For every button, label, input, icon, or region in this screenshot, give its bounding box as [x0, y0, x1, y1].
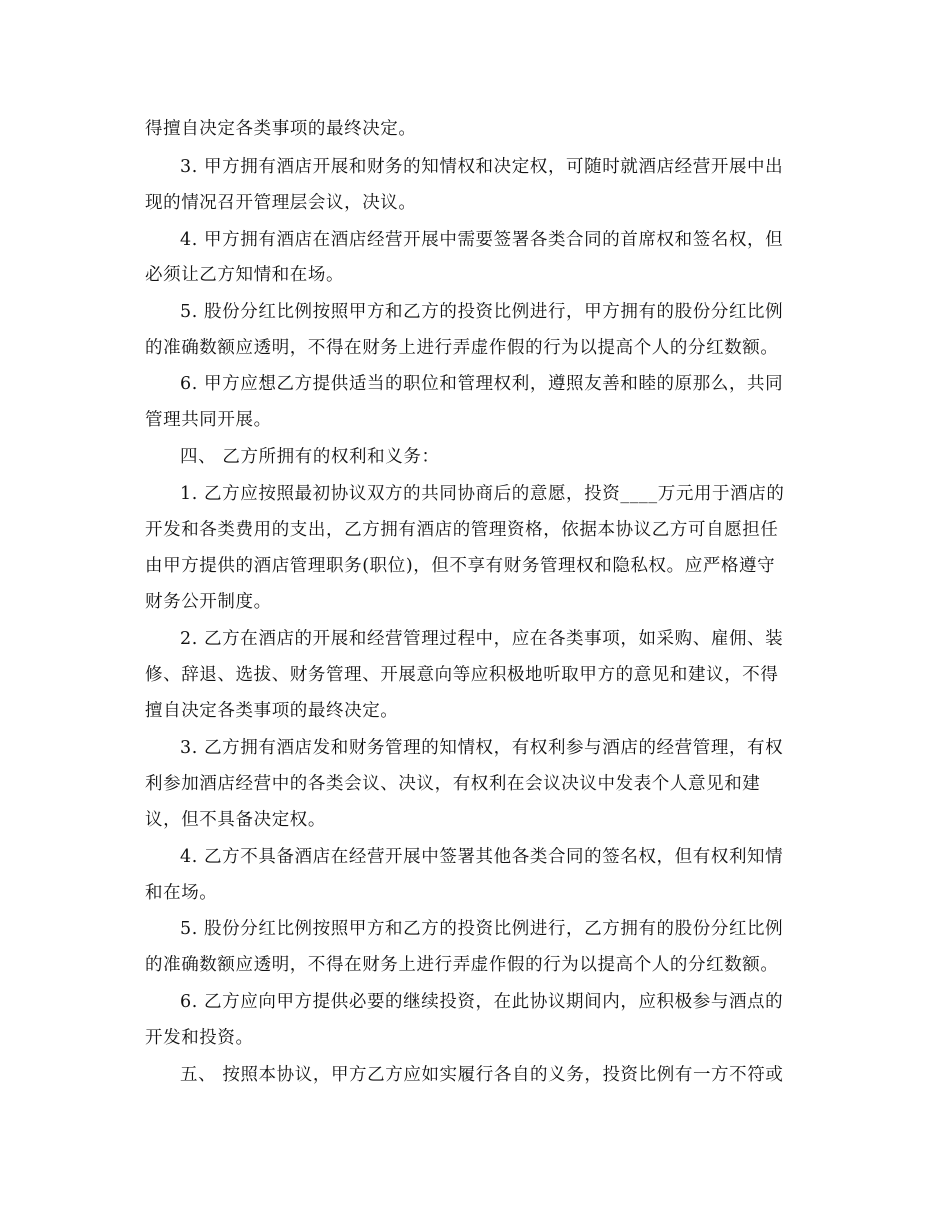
- text-line: 得擅自决定各类事项的最终决定。: [145, 119, 417, 139]
- text-line: 5. 股份分红比例按照甲方和乙方的投资比例进行，乙方拥有的股份分红比例: [180, 919, 784, 939]
- text-line: 擅自决定各类事项的最终决定。: [145, 701, 399, 721]
- text-line: 由甲方提供的酒店管理职务(职位)，但不享有财务管理权和隐私权。应严格遵守: [145, 556, 776, 576]
- text-line: 的准确数额应透明，不得在财务上进行弄虚作假的行为以提高个人的分红数额。: [145, 955, 779, 975]
- text-line: 现的情况召开管理层会议，决议。: [145, 193, 417, 213]
- text-line: 5. 股份分红比例按照甲方和乙方的投资比例进行，甲方拥有的股份分红比例: [180, 302, 784, 322]
- text-line: 1. 乙方应按照最初协议双方的共同协商后的意愿，投资____万元用于酒店的: [180, 484, 785, 504]
- text-line: 3. 乙方拥有酒店发和财务管理的知情权，有权利参与酒店的经营管理，有权: [180, 738, 784, 758]
- text-line: 管理共同开展。: [145, 410, 272, 430]
- text-line: 利参加酒店经营中的各类会议、决议，有权利在会议决议中发表个人意见和建: [145, 774, 761, 794]
- section-heading: 五、 按照本协议，甲方乙方应如实履行各自的义务，投资比例有一方不符或: [180, 1065, 784, 1085]
- text-line: 2. 乙方在酒店的开展和经营管理过程中，应在各类事项，如采购、雇佣、装: [180, 629, 784, 649]
- text-line: 开发和投资。: [145, 1028, 254, 1048]
- text-line: 和在场。: [145, 883, 218, 903]
- text-line: 开发和各类费用的支出，乙方拥有酒店的管理资格，依据本协议乙方可自愿担任: [145, 520, 779, 540]
- text-line: 6. 甲方应想乙方提供适当的职位和管理权利，遵照友善和睦的原那么，共同: [180, 374, 784, 394]
- text-line: 的准确数额应透明，不得在财务上进行弄虚作假的行为以提高个人的分红数额。: [145, 338, 779, 358]
- section-heading: 四、 乙方所拥有的权利和义务：: [180, 447, 440, 467]
- text-line: 4. 甲方拥有酒店在酒店经营开展中需要签署各类合同的首席权和签名权，但: [180, 230, 784, 250]
- text-line: 6. 乙方应向甲方提供必要的继续投资，在此协议期间内，应积极参与酒点的: [180, 992, 784, 1012]
- text-line: 4. 乙方不具备酒店在经营开展中签署其他各类合同的签名权，但有权利知情: [180, 847, 784, 867]
- text-line: 必须让乙方知情和在场。: [145, 265, 345, 285]
- text-line: 3. 甲方拥有酒店开展和财务的知情权和决定权，可随时就酒店经营开展中出: [180, 157, 784, 177]
- text-line: 修、辞退、选拔、财务管理、开展意向等应积极地听取甲方的意见和建议，不得: [145, 665, 779, 685]
- text-line: 财务公开制度。: [145, 592, 272, 612]
- text-line: 议，但不具备决定权。: [145, 810, 326, 830]
